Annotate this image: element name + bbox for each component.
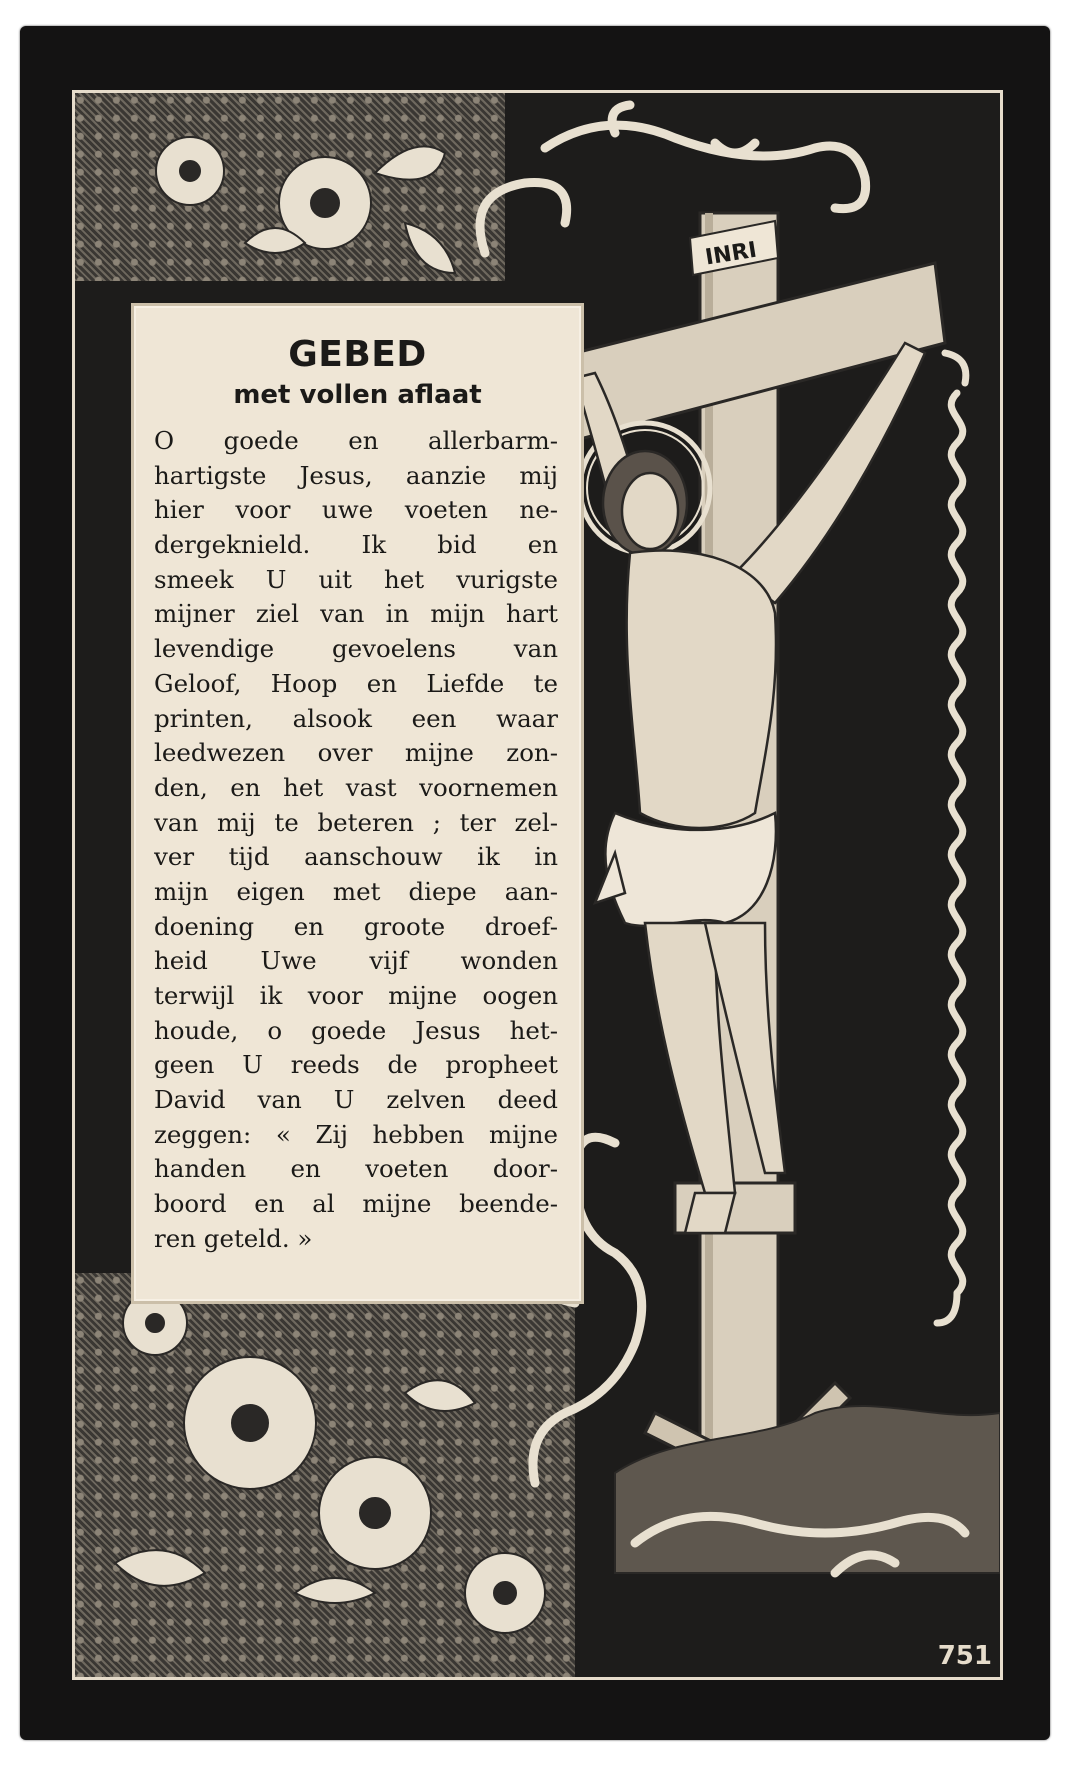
prayer-line: mijner ziel van in mijn hart	[154, 599, 558, 629]
rope-border-right	[937, 353, 966, 1323]
prayer-panel	[131, 303, 584, 1304]
prayer-line: zeggen: « Zij hebben mijne	[154, 1119, 558, 1149]
memorial-card	[20, 26, 1050, 1740]
prayer-line: den, en het vast voornemen	[154, 772, 558, 802]
prayer-line: Geloof, Hoop en Liefde te	[154, 668, 558, 698]
prayer-line: David van U zelven deed	[154, 1085, 558, 1115]
inri-text: INRI	[703, 237, 759, 271]
prayer-line: levendige gevoelens van	[154, 634, 558, 664]
prayer-line: O goede en allerbarm-	[154, 426, 558, 455]
prayer-line: printen, alsook een waar	[154, 703, 558, 733]
prayer-line: geen U reeds de propheet	[154, 1050, 558, 1080]
prayer-line: leedwezen over mijne zon-	[154, 738, 558, 768]
prayer-line: mijn eigen met diepe aan-	[154, 876, 558, 906]
prayer-line: terwijl ik voor mijne oogen	[154, 981, 558, 1010]
card-number: 751	[937, 1641, 992, 1671]
prayer-line: ver tijd aanschouw ik in	[154, 842, 558, 872]
scroll-ornament-top	[480, 105, 866, 253]
prayer-line: dergeknield. Ik bid en	[154, 530, 558, 560]
prayer-line: hier voor uwe voeten ne-	[154, 495, 558, 525]
flower-top-left	[156, 137, 455, 273]
prayer-title: GEBED	[288, 334, 427, 375]
prayer-line: hartigste Jesus, aanzie mij	[154, 460, 558, 490]
prayer-line: heid Uwe vijf wonden	[154, 946, 558, 976]
prayer-line: doening en groote droef-	[154, 911, 558, 941]
card-frame	[72, 90, 1003, 1680]
prayer-subtitle: met vollen aflaat	[233, 380, 482, 410]
prayer-line: houde, o goede Jesus het-	[154, 1015, 558, 1045]
prayer-line: boord en al mijne beende-	[154, 1189, 558, 1219]
prayer-line: smeek U uit het vurigste	[154, 564, 558, 594]
prayer-line: handen en voeten door-	[154, 1154, 558, 1184]
prayer-line: ren geteld. »	[154, 1223, 313, 1253]
prayer-line: van mij te beteren ; ter zel-	[154, 807, 558, 837]
prayer-text	[154, 424, 558, 1257]
flowers-bottom-left	[115, 1291, 545, 1633]
